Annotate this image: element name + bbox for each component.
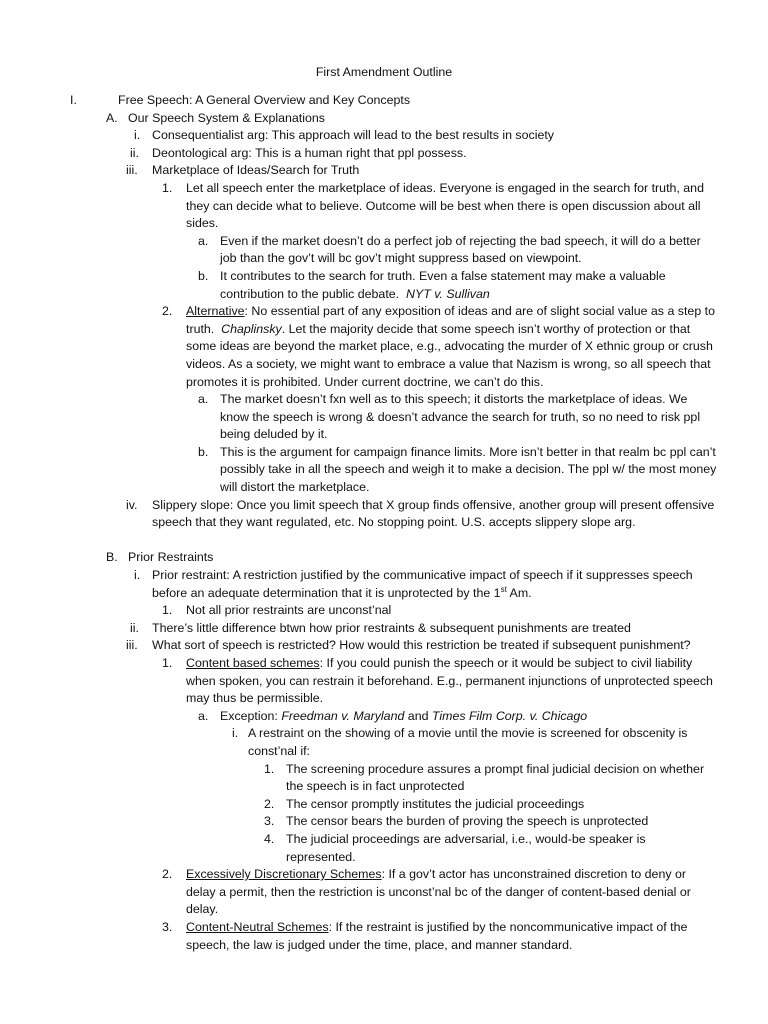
- point-b-iii-1-number: 1.: [162, 656, 173, 670]
- point-b-iii-1-a-letter: a.: [198, 708, 209, 723]
- item-a-ii-text: Deontological arg: This is a human right that ppl possess.: [152, 145, 467, 160]
- point-b-iii-1-a: [0, 708, 718, 726]
- item-a-iv-text: Slippery slope: Once you limit speech that X group finds offensive, another group will present offensive speech that they want regulated, etc. No stopping point. U.S. accepts slippery slope arg.: [152, 497, 715, 530]
- point-iii-1-a: [0, 233, 718, 268]
- point-b-iii-2: [0, 866, 718, 919]
- point-b-iii-1-a-i-text: A restraint on the showing of a movie until the movie is screened for obscenity is const’nal if:: [248, 726, 688, 758]
- case-nyt-sullivan: NYT v. Sullivan: [406, 286, 490, 301]
- point-b-iii-1-body: [186, 655, 718, 708]
- point-b-iii-2-number: 2.: [162, 867, 173, 882]
- point-iii-2-body: [186, 303, 718, 391]
- alternative-text-1: : No essential part of any exposition of ideas and are of slight social value as a step to truth.: [186, 304, 715, 336]
- point-b-iii-3-number: 3.: [162, 919, 173, 934]
- point-b-iii-3: [0, 919, 718, 954]
- point-b-iii-1-a-i: [0, 725, 718, 760]
- condition-2-number: 2.: [264, 796, 275, 811]
- condition-3: [0, 813, 718, 831]
- item-a-iii-number: iii.: [126, 163, 138, 178]
- item-b-ii-text: There’s little difference btwn how prior restraints & subsequent punishments are treated: [152, 620, 631, 635]
- item-a-ii-number: ii.: [130, 145, 139, 160]
- item-b-iii-number: iii.: [126, 638, 138, 653]
- point-iii-2-number: 2.: [162, 304, 173, 319]
- item-b-i: [0, 567, 718, 602]
- section-i-heading: Free Speech: A General Overview and Key Concepts: [118, 93, 411, 107]
- point-iii-2: [0, 303, 718, 391]
- item-b-i-number: i.: [134, 568, 141, 583]
- condition-4-number: 4.: [264, 831, 275, 846]
- section-a-number: A.: [106, 110, 118, 125]
- item-b-i-text-2: Am.: [506, 585, 532, 600]
- section-i-number: I.: [70, 93, 77, 107]
- point-iii-2-b-text: This is the argument for campaign finance limits. More isn’t better in that realm bc ppl can’t possibly take in all the speech and weigh it to make a decision. The ppl w/ the most money will distort the marketplace.: [220, 444, 717, 495]
- point-b-iii-1-a-i-number: i.: [232, 726, 239, 741]
- point-iii-2-b: [0, 444, 718, 497]
- section-i: [0, 92, 718, 110]
- discretionary-label: Excessively Discretionary Schemes: [186, 867, 382, 882]
- alternative-text-2: . Let the majority decide that some speech isn’t worthy of protection or that some ideas are beyond the market place, e.g., advocating the murder of X ethnic group or crush videos. As a society, we might want to embrace a value that Nazism is wrong, so all speech that promotes it is prohibited. Under current doctrine, we can’t do this.: [186, 321, 713, 389]
- item-b-ii-number: ii.: [130, 620, 139, 635]
- point-iii-1-b-text: It contributes to the search for truth. Even a false statement may make a valuable contribution to the public debate.: [220, 268, 666, 301]
- item-b-i-superscript: st: [500, 584, 507, 594]
- condition-4: [0, 831, 718, 866]
- condition-2: [0, 796, 718, 814]
- content-neutral-label: Content-Neutral Schemes: [186, 919, 329, 934]
- point-iii-1: [0, 180, 718, 233]
- item-b-i-text-1: Prior restraint: A restriction justified by the communicative impact of speech if it suppresses speech before an adequate determination that it is unprotected by the 1: [152, 568, 693, 600]
- item-a-iii: [0, 162, 718, 180]
- condition-3-number: 3.: [264, 814, 275, 829]
- document-title: First Amendment Outline: [315, 65, 453, 79]
- point-iii-1-text: Let all speech enter the marketplace of ideas. Everyone is engaged in the search for truth, and they can decide what to believe. Outcome will be best when there is open discussion about all sides.: [186, 180, 704, 231]
- outline: [0, 92, 768, 954]
- point-iii-1-b: [0, 268, 718, 303]
- point-b-iii-3-body: [186, 919, 718, 954]
- item-a-i: [0, 127, 718, 145]
- content-based-text: : If you could punish the speech or it would be subject to civil liability when spoken, you can restrain it beforehand. E.g., permanent injunctions of unprotected speech may thus be permissible.: [186, 656, 713, 706]
- point-b-i-1: [0, 602, 718, 620]
- item-a-iii-text: Marketplace of Ideas/Search for Truth: [152, 163, 360, 178]
- point-iii-2-a-letter: a.: [198, 392, 209, 407]
- point-b-iii-2-body: [186, 866, 718, 919]
- condition-1-text: The screening procedure assures a prompt final judicial decision on whether the speech is in fact unprotected: [286, 761, 705, 794]
- section-b-number: B.: [106, 550, 118, 565]
- alternative-label: Alternative: [186, 304, 245, 319]
- case-chaplinsky: Chaplinsky: [221, 321, 282, 336]
- condition-4-text: The judicial proceedings are adversarial, i.e., would-be speaker is represented.: [286, 831, 646, 864]
- point-iii-2-a: [0, 391, 718, 444]
- section-b: [0, 549, 718, 567]
- item-a-i-text: Consequentialist arg: This approach will lead to the best results in society: [152, 128, 554, 143]
- section-a-heading: Our Speech System & Explanations: [128, 110, 325, 125]
- item-b-iii-text: What sort of speech is restricted? How would this restriction be treated if subsequent punishment?: [152, 638, 691, 653]
- content-based-label: Content based schemes: [186, 656, 320, 670]
- point-iii-2-a-text: The market doesn’t fxn well as to this speech; it distorts the marketplace of ideas. We know the speech is wrong & doesn’t advance the search for truth, so no need to risk ppl being deluded by it.: [220, 392, 701, 442]
- case-times-film: Times Film Corp. v. Chicago: [431, 708, 588, 723]
- exception-line: [220, 708, 718, 726]
- point-b-i-1-number: 1.: [162, 603, 173, 618]
- condition-3-text: The censor bears the burden of proving the speech is unprotected: [286, 814, 649, 829]
- point-iii-1-b-letter: b.: [198, 268, 209, 283]
- point-iii-1-a-letter: a.: [198, 233, 209, 248]
- condition-2-text: The censor promptly institutes the judicial proceedings: [286, 796, 585, 811]
- item-a-i-number: i.: [134, 128, 141, 143]
- section-spacer: [0, 532, 768, 550]
- point-iii-1-number: 1.: [162, 180, 173, 195]
- item-b-ii: [0, 620, 718, 638]
- discretionary-text: : If a gov’t actor has unconstrained discretion to deny or delay a permit, then the restriction is unconst’nal bc of the danger of content-based denial or delay.: [186, 867, 691, 917]
- case-freedman: Freedman v. Maryland: [281, 708, 405, 723]
- condition-1-number: 1.: [264, 761, 275, 776]
- condition-1: [0, 761, 718, 796]
- point-b-i-1-text: Not all prior restraints are unconst’nal: [186, 603, 392, 618]
- section-b-heading: Prior Restraints: [128, 550, 214, 565]
- item-a-iv-number: iv.: [126, 497, 138, 512]
- point-iii-1-a-text: Even if the market doesn’t do a perfect job of rejecting the bad speech, it will do a better job than the gov’t will bc gov’t might suppress based on viewpoint.: [220, 233, 701, 266]
- section-a: [0, 110, 718, 128]
- point-iii-1-b-body: [220, 268, 718, 303]
- item-b-i-body: [152, 567, 718, 602]
- exception-and: and: [404, 708, 432, 723]
- item-b-iii: [0, 637, 718, 655]
- item-a-iv: [0, 497, 718, 532]
- content-neutral-text: : If the restraint is justified by the noncommunicative impact of the speech, the law is judged under the time, place, and manner standard.: [186, 919, 688, 952]
- exception-label: Exception:: [220, 708, 282, 723]
- item-a-ii: [0, 145, 718, 163]
- point-b-iii-1: [0, 655, 718, 708]
- point-iii-2-b-letter: b.: [198, 444, 209, 459]
